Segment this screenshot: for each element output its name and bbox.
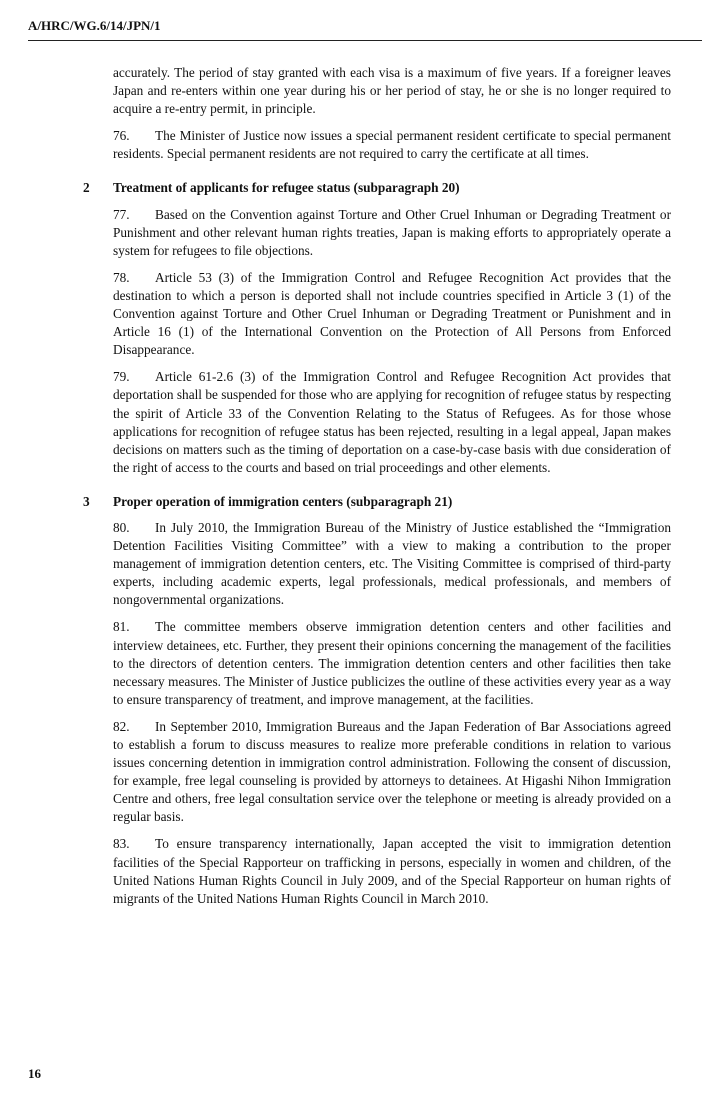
paragraph-number: 76.: [113, 128, 130, 144]
paragraph: [113, 835, 671, 907]
paragraph-number: 78.: [113, 269, 130, 285]
paragraph: [113, 519, 671, 609]
paragraph-text: In July 2010, the Immigration Bureau of the Ministry of Justice established the “Immigration Detention Facilities Visiting Committee” with a view to making a contribution to the proper management of immigration detention centers, etc. The Visiting Committee is comprised of third-party experts, including academic experts, legal professionals, medical professionals, and members of nongovernmental organizations.: [113, 519, 671, 608]
paragraph: [113, 64, 671, 118]
section-heading: [83, 493, 671, 511]
section-number: 2: [83, 180, 90, 196]
paragraph-text: Article 61-2.6 (3) of the Immigration Control and Refugee Recognition Act provides that deportation shall be suspended for those who are applying for recognition of refugee status by respecting the spirit of Article 33 of the Convention Relating to the Status of Refugees. As for those whose applications for recognition of refugee status has been rejected, resulting in a legal appeal, Japan makes decisions on matters such as the timing of deportation on a case-by-case basis with due consideration of the right of access to the courts and based on trial proceedings and other elements.: [113, 369, 671, 475]
paragraph: [113, 718, 671, 827]
section-title: Treatment of applicants for refugee status (subparagraph 20): [113, 180, 460, 196]
paragraph-text: Based on the Convention against Torture and Other Cruel Inhuman or Degrading Treatment or Punishment and other relevant human rights treaties, Japan is making efforts to appropriately operate a system for refugees to file objections.: [113, 206, 671, 258]
page-number: 16: [28, 1066, 41, 1081]
paragraph: [113, 618, 671, 708]
document-code: A/HRC/WG.6/14/JPN/1: [28, 18, 161, 33]
document-header: [28, 18, 702, 41]
paragraph-text: The committee members observe immigration detention centers and other facilities and interview detainees, etc. Further, they present their opinions concerning the management of the facilities to the directors of detention centers. The immigration detention centers and other facilities then take necessary measures. The Minister of Justice publicizes the outline of these activities every year as a way to ensure transparency of treatment, and improve management, at the facilities.: [113, 619, 671, 707]
paragraph: [113, 269, 671, 359]
section-number: 3: [83, 493, 90, 509]
paragraph-text: To ensure transparency internationally, Japan accepted the visit to immigration detention facilities of the Special Rapporteur on trafficking in persons, especially in women and children, of the United Nations Human Rights Council in July 2009, and of the Special Rapporteur on human rights of migrants of the United Nations Human Rights Council in March 2010.: [113, 836, 671, 906]
paragraph-text: The Minister of Justice now issues a special permanent resident certificate to special permanent residents. Special permanent residents are not required to carry the certificate at all times.: [113, 128, 671, 162]
paragraph-number: 82.: [113, 718, 130, 734]
section-title: Proper operation of immigration centers (subparagraph 21): [113, 493, 453, 509]
page-body: [83, 64, 671, 917]
paragraph-text: accurately. The period of stay granted with each visa is a maximum of five years. If a foreigner leaves Japan and re-enters within one year during his or her period of stay, he or she is no longer required to acquire a re-entry permit, in principle.: [113, 65, 671, 117]
paragraph: [113, 127, 671, 163]
paragraph-number: 77.: [113, 206, 130, 222]
paragraph-number: 80.: [113, 519, 130, 535]
section-heading: [83, 179, 671, 197]
paragraph-number: 79.: [113, 369, 130, 385]
paragraph-number: 81.: [113, 619, 130, 635]
paragraph-text: Article 53 (3) of the Immigration Control and Refugee Recognition Act provides that the destination to which a person is deported shall not include countries specified in Article 3 (1) of the Convention against Torture and Other Cruel Inhuman or Degrading Treatment or Punishment and in Article 16 (1) of the International Convention on the Protection of All Persons from Enforced Disappearance.: [113, 269, 671, 358]
paragraph-number: 83.: [113, 836, 130, 852]
paragraph: [113, 206, 671, 260]
paragraph-text: In September 2010, Immigration Bureaus and the Japan Federation of Bar Associations agreed to establish a forum to discuss measures to realize more preferable conditions in relation to various issues concerning detention in immigration control administration. Following the consent of discussion, for example, free legal counseling is provided by attorneys to detainees. At Higashi Nihon Immigration Centre and others, free legal consultation service over the telephone or meeting is already provided on a regular basis.: [113, 718, 671, 825]
paragraph: [113, 368, 671, 477]
